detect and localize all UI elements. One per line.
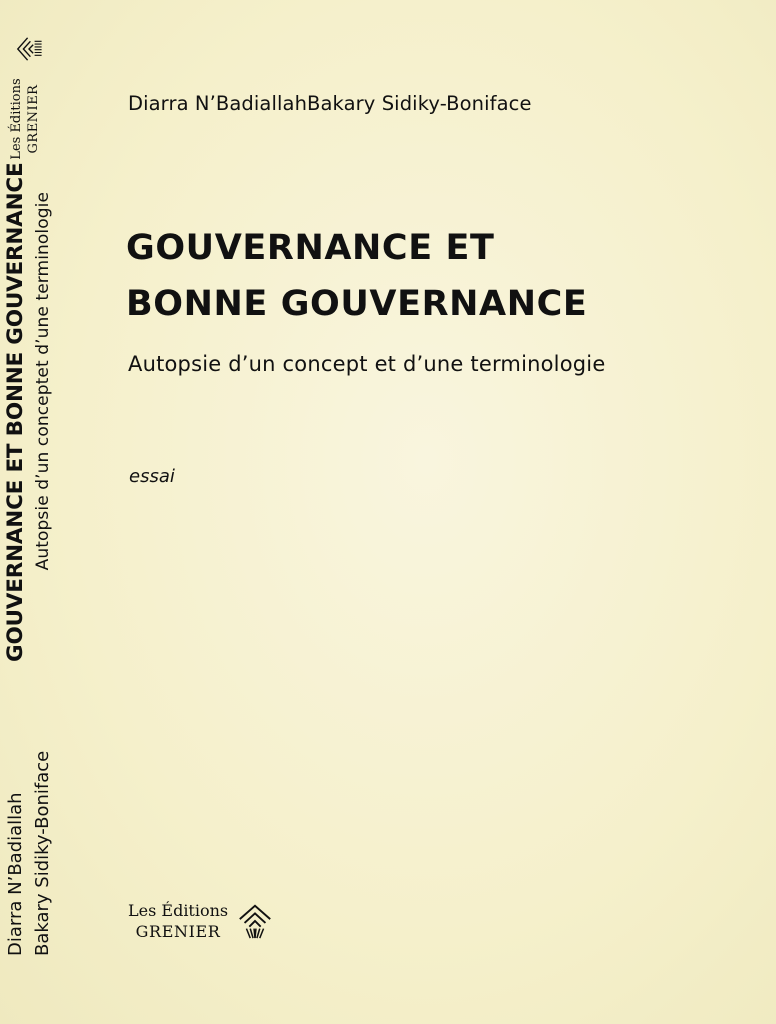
- spine-title: GOUVERNANCE ET BONNE GOUVERNANCE: [3, 162, 28, 662]
- grenier-arrow-logo-icon: [236, 901, 274, 941]
- spine-title-block: [2, 162, 64, 662]
- spine-publisher: [0, 74, 56, 164]
- cover-title-line1: GOUVERNANCE ET: [126, 228, 495, 268]
- spine-author-block: [2, 706, 64, 956]
- cover-publisher: [128, 900, 274, 942]
- cover-genre: essai: [129, 466, 175, 487]
- cover-title-line2: BONNE GOUVERNANCE: [126, 284, 588, 324]
- spine-author-line1: Diarra N’Badiallah: [5, 792, 26, 956]
- book-spine: [0, 0, 70, 1024]
- cover-author: Diarra N’BadiallahBakary Sidiky-Boniface: [128, 92, 532, 115]
- cover-subtitle: Autopsie d’un concept et d’une terminologie: [128, 352, 606, 376]
- spine-logo-icon: [6, 34, 52, 64]
- spine-publisher-line2: GRENIER: [26, 84, 41, 154]
- cover-title: [126, 220, 587, 332]
- publisher-line1: Les Éditions: [128, 901, 229, 920]
- publisher-name: [128, 900, 228, 942]
- spine-publisher-line1: Les Éditions: [9, 78, 24, 160]
- grenier-logo-icon: [14, 35, 44, 63]
- spine-subtitle: Autopsie d’un conceptet d’une terminologie: [33, 192, 53, 571]
- publisher-line2: GRENIER: [135, 922, 221, 941]
- spine-author-line2: Bakary Sidiky-Boniface: [32, 750, 53, 956]
